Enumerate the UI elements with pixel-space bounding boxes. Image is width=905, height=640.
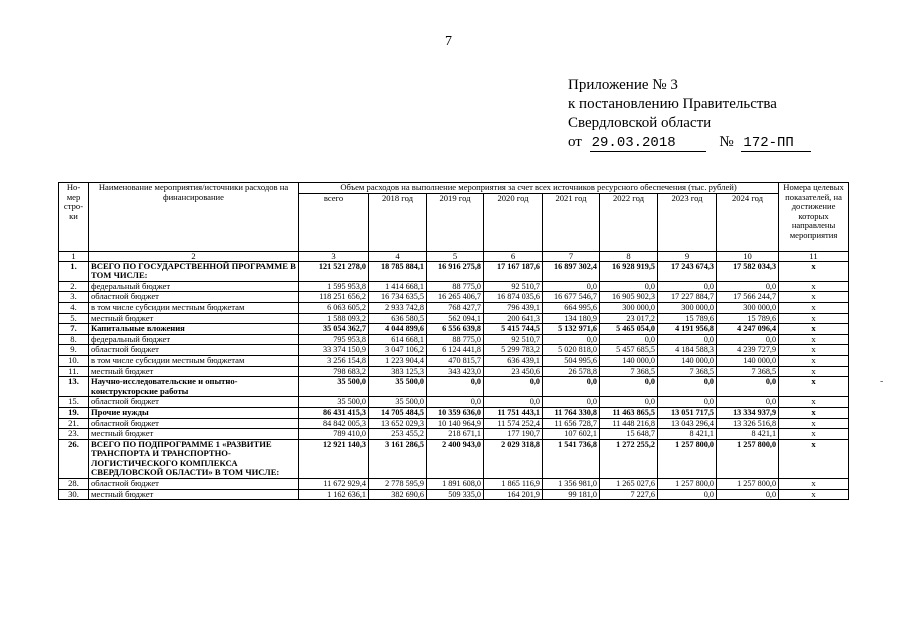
year-value-cell: 10 359 636,0 — [427, 407, 484, 418]
year-value-cell: 0,0 — [600, 377, 658, 397]
year-value-cell: 7 368,5 — [600, 366, 658, 377]
target-indicator-cell: x — [779, 355, 849, 366]
year-value-cell: 14 705 484,5 — [369, 407, 427, 418]
row-number-cell: 21. — [59, 418, 89, 429]
column-index-row — [59, 251, 849, 261]
row-number-cell: 4. — [59, 302, 89, 313]
item-name-cell: федеральный бюджет — [89, 281, 299, 292]
table-row — [59, 366, 849, 377]
annex-line-2: к постановлению Правительства — [568, 96, 777, 112]
year-value-cell: 4 044 899,6 — [369, 324, 427, 335]
year-value-cell: 13 051 717,5 — [658, 407, 717, 418]
year-value-cell: 1 257 800,0 — [658, 439, 717, 478]
table-row — [59, 313, 849, 324]
year-value-cell: 164 201,9 — [484, 489, 543, 500]
year-value-cell: 4 239 727,9 — [717, 345, 779, 356]
year-value-cell: 1 356 981,0 — [543, 479, 600, 490]
year-value-cell: 383 125,3 — [369, 366, 427, 377]
year-value-cell: 17 566 244,7 — [717, 292, 779, 303]
row-number-cell: 3. — [59, 292, 89, 303]
target-indicator-cell: x — [779, 313, 849, 324]
year-value-cell: 35 500,0 — [369, 377, 427, 397]
total-cell: 798 683,2 — [299, 366, 369, 377]
table-row — [59, 292, 849, 303]
year-value-cell: 0,0 — [427, 377, 484, 397]
year-value-cell: 200 641,3 — [484, 313, 543, 324]
year-value-cell: 7 227,6 — [600, 489, 658, 500]
year-value-cell: 0,0 — [717, 334, 779, 345]
year-value-cell: 0,0 — [543, 334, 600, 345]
item-name-cell: в том числе субсидии местным бюджетам — [89, 302, 299, 313]
year-value-cell: 16 928 919,5 — [600, 261, 658, 281]
total-cell: 121 521 278,0 — [299, 261, 369, 281]
target-indicator-cell: x — [779, 418, 849, 429]
year-value-cell: 1 265 027,6 — [600, 479, 658, 490]
year-value-cell: 23 017,2 — [600, 313, 658, 324]
table-row — [59, 429, 849, 440]
item-name-cell: областной бюджет — [89, 345, 299, 356]
item-name-cell: местный бюджет — [89, 313, 299, 324]
year-value-cell: 470 815,7 — [427, 355, 484, 366]
item-name-cell: Научно-исследовательские и опытно-конструкторские работы — [89, 377, 299, 397]
year-value-cell: 614 668,1 — [369, 334, 427, 345]
year-value-cell: 92 510,7 — [484, 281, 543, 292]
decree-date: 29.03.2018 — [590, 135, 706, 152]
year-value-cell: 11 448 216,8 — [600, 418, 658, 429]
item-name-cell: в том числе субсидии местным бюджетам — [89, 355, 299, 366]
table-row — [59, 281, 849, 292]
year-value-cell: 0,0 — [658, 281, 717, 292]
year-value-cell: 664 995,6 — [543, 302, 600, 313]
header-year: 2020 год — [484, 193, 543, 251]
item-name-cell: местный бюджет — [89, 366, 299, 377]
item-name-cell: Прочие нужды — [89, 407, 299, 418]
year-value-cell: 13 043 296,4 — [658, 418, 717, 429]
column-index: 8 — [600, 251, 658, 261]
target-indicator-cell: x — [779, 407, 849, 418]
year-value-cell: 4 184 588,3 — [658, 345, 717, 356]
year-value-cell: 253 455,2 — [369, 429, 427, 440]
year-value-cell: 218 671,1 — [427, 429, 484, 440]
row-number-cell: 13. — [59, 377, 89, 397]
year-value-cell: 0,0 — [658, 334, 717, 345]
target-indicator-cell: x — [779, 397, 849, 408]
target-indicator-cell: x — [779, 334, 849, 345]
year-value-cell: 16 916 275,8 — [427, 261, 484, 281]
item-name-cell: областной бюджет — [89, 292, 299, 303]
year-value-cell: 17 167 187,6 — [484, 261, 543, 281]
annex-title: Приложение № 3 — [568, 77, 678, 93]
year-value-cell: 300 000,0 — [658, 302, 717, 313]
column-index: 7 — [543, 251, 600, 261]
year-value-cell: 5 132 971,6 — [543, 324, 600, 335]
column-index: 6 — [484, 251, 543, 261]
year-value-cell: 8 421,1 — [658, 429, 717, 440]
row-number-cell: 10. — [59, 355, 89, 366]
header-year: 2023 год — [658, 193, 717, 251]
year-value-cell: 140 000,0 — [658, 355, 717, 366]
column-index: 3 — [299, 251, 369, 261]
year-value-cell: 0,0 — [543, 377, 600, 397]
year-value-cell: 0,0 — [658, 397, 717, 408]
target-indicator-cell: x — [779, 489, 849, 500]
target-indicator-cell: x — [779, 377, 849, 397]
total-cell: 12 921 140,3 — [299, 439, 369, 478]
row-number-cell: 1. — [59, 261, 89, 281]
year-value-cell: 1 257 800,0 — [717, 479, 779, 490]
row-number-cell: 26. — [59, 439, 89, 478]
total-cell: 795 953,8 — [299, 334, 369, 345]
target-indicator-cell: x — [779, 366, 849, 377]
header-name: Наименование мероприятия/источники расходов на финансирование — [89, 183, 299, 252]
year-value-cell: 636 580,5 — [369, 313, 427, 324]
year-value-cell: 0,0 — [717, 489, 779, 500]
year-value-cell: 0,0 — [427, 397, 484, 408]
total-cell: 35 500,0 — [299, 397, 369, 408]
year-value-cell: 4 247 096,4 — [717, 324, 779, 335]
year-value-cell: 17 582 034,3 — [717, 261, 779, 281]
year-value-cell: 16 905 902,3 — [600, 292, 658, 303]
year-value-cell: 16 897 302,4 — [543, 261, 600, 281]
year-value-cell: 1 272 255,2 — [600, 439, 658, 478]
year-value-cell: 10 140 964,9 — [427, 418, 484, 429]
year-value-cell: 8 421,1 — [717, 429, 779, 440]
target-indicator-cell: x — [779, 345, 849, 356]
year-value-cell: 1 541 736,8 — [543, 439, 600, 478]
row-number-cell: 2. — [59, 281, 89, 292]
year-value-cell: 5 457 685,5 — [600, 345, 658, 356]
year-value-cell: 107 602,1 — [543, 429, 600, 440]
year-value-cell: 0,0 — [717, 281, 779, 292]
table-row — [59, 418, 849, 429]
target-indicator-cell: x — [779, 439, 849, 478]
decree-number: 172-ПП — [741, 135, 811, 152]
date-label: от — [568, 134, 582, 150]
year-value-cell: 11 574 252,4 — [484, 418, 543, 429]
header-row-1 — [59, 183, 849, 194]
item-name-cell: местный бюджет — [89, 429, 299, 440]
table-row — [59, 479, 849, 490]
year-value-cell: 0,0 — [717, 397, 779, 408]
target-indicator-cell: x — [779, 292, 849, 303]
target-indicator-cell: x — [779, 479, 849, 490]
year-value-cell: 17 227 884,7 — [658, 292, 717, 303]
column-index: 9 — [658, 251, 717, 261]
total-cell: 33 374 150,9 — [299, 345, 369, 356]
year-value-cell: 17 243 674,3 — [658, 261, 717, 281]
year-value-cell: 88 775,0 — [427, 334, 484, 345]
year-value-cell: 92 510,7 — [484, 334, 543, 345]
table-row — [59, 407, 849, 418]
year-value-cell: 0,0 — [658, 377, 717, 397]
year-value-cell: 13 326 516,8 — [717, 418, 779, 429]
year-value-cell: 11 463 865,5 — [600, 407, 658, 418]
year-value-cell: 6 556 639,8 — [427, 324, 484, 335]
year-value-cell: 88 775,0 — [427, 281, 484, 292]
year-value-cell: 15 789,6 — [658, 313, 717, 324]
year-value-cell: 0,0 — [543, 281, 600, 292]
year-value-cell: 2 933 742,8 — [369, 302, 427, 313]
column-index: 2 — [89, 251, 299, 261]
table-row — [59, 489, 849, 500]
year-value-cell: 177 190,7 — [484, 429, 543, 440]
year-value-cell: 5 415 744,5 — [484, 324, 543, 335]
year-value-cell: 16 734 635,5 — [369, 292, 427, 303]
year-value-cell: 16 677 546,7 — [543, 292, 600, 303]
year-value-cell: 15 648,7 — [600, 429, 658, 440]
total-cell: 1 588 093,2 — [299, 313, 369, 324]
total-cell: 3 256 154,8 — [299, 355, 369, 366]
year-value-cell: 13 334 937,9 — [717, 407, 779, 418]
year-value-cell: 15 789,6 — [717, 313, 779, 324]
year-value-cell: 16 874 035,6 — [484, 292, 543, 303]
year-value-cell: 5 299 783,2 — [484, 345, 543, 356]
year-value-cell: 300 000,0 — [600, 302, 658, 313]
year-value-cell: 0,0 — [484, 377, 543, 397]
year-value-cell: 1 257 800,0 — [658, 479, 717, 490]
target-indicator-cell: x — [779, 429, 849, 440]
year-value-cell: 0,0 — [717, 377, 779, 397]
year-value-cell: 0,0 — [484, 397, 543, 408]
row-number-cell: 15. — [59, 397, 89, 408]
year-value-cell: 16 265 406,7 — [427, 292, 484, 303]
table-row — [59, 324, 849, 335]
year-value-cell: 768 427,7 — [427, 302, 484, 313]
year-value-cell: 0,0 — [600, 397, 658, 408]
total-cell: 789 410,0 — [299, 429, 369, 440]
table-row — [59, 377, 849, 397]
year-value-cell: 509 335,0 — [427, 489, 484, 500]
year-value-cell: 1 223 904,4 — [369, 355, 427, 366]
item-name-cell: ВСЕГО ПО ГОСУДАРСТВЕННОЙ ПРОГРАММЕ В ТОМ ЧИСЛЕ: — [89, 261, 299, 281]
column-index: 4 — [369, 251, 427, 261]
item-name-cell: областной бюджет — [89, 418, 299, 429]
header-year: 2021 год — [543, 193, 600, 251]
table-row — [59, 355, 849, 366]
item-name-cell: местный бюджет — [89, 489, 299, 500]
header-year: 2019 год — [427, 193, 484, 251]
year-value-cell: 2 400 943,0 — [427, 439, 484, 478]
year-value-cell: 636 439,1 — [484, 355, 543, 366]
year-value-cell: 5 465 054,0 — [600, 324, 658, 335]
year-value-cell: 300 000,0 — [717, 302, 779, 313]
item-name-cell: областной бюджет — [89, 397, 299, 408]
budget-table-body — [59, 261, 849, 500]
item-name-cell: федеральный бюджет — [89, 334, 299, 345]
year-value-cell: 6 124 441,8 — [427, 345, 484, 356]
year-value-cell: 11 656 728,7 — [543, 418, 600, 429]
year-value-cell: 35 500,0 — [369, 397, 427, 408]
year-value-cell: 2 029 318,8 — [484, 439, 543, 478]
year-value-cell: 11 764 330,8 — [543, 407, 600, 418]
total-cell: 86 431 415,3 — [299, 407, 369, 418]
year-value-cell: 4 191 956,8 — [658, 324, 717, 335]
row-number-cell: 7. — [59, 324, 89, 335]
header-year: 2018 год — [369, 193, 427, 251]
total-cell: 35 500,0 — [299, 377, 369, 397]
item-name-cell: областной бюджет — [89, 479, 299, 490]
year-value-cell: 7 368,5 — [717, 366, 779, 377]
page-number: 7 — [445, 34, 452, 49]
item-name-cell: ВСЕГО ПО ПОДПРОГРАММЕ 1 «РАЗВИТИЕ ТРАНСПОРТА И ТРАНСПОРТНО-ЛОГИСТИЧЕСКОГО КОМПЛЕКСА СВЕРДЛОВСКОЙ ОБЛАСТИ» В ТОМ ЧИСЛЕ: — [89, 439, 299, 478]
header-row-no: Но-мер стро-ки — [59, 183, 89, 252]
year-value-cell: 5 020 818,0 — [543, 345, 600, 356]
header-year: 2024 год — [717, 193, 779, 251]
header-targets: Номера целевых показателей, на достижение которых направлены мероприятия — [779, 183, 849, 252]
year-value-cell: 26 578,8 — [543, 366, 600, 377]
header-total: всего — [299, 193, 369, 251]
table-row — [59, 261, 849, 281]
year-value-cell: 99 181,0 — [543, 489, 600, 500]
row-number-cell: 9. — [59, 345, 89, 356]
item-name-cell: Капитальные вложения — [89, 324, 299, 335]
total-cell: 35 054 362,7 — [299, 324, 369, 335]
total-cell: 118 251 656,2 — [299, 292, 369, 303]
total-cell: 1 595 953,8 — [299, 281, 369, 292]
year-value-cell: 562 094,1 — [427, 313, 484, 324]
year-value-cell: 1 891 608,0 — [427, 479, 484, 490]
row-number-cell: 19. — [59, 407, 89, 418]
row-number-cell: 5. — [59, 313, 89, 324]
column-index: 1 — [59, 251, 89, 261]
column-index: 10 — [717, 251, 779, 261]
header-year: 2022 год — [600, 193, 658, 251]
row-number-cell: 8. — [59, 334, 89, 345]
year-value-cell: 13 652 029,3 — [369, 418, 427, 429]
year-value-cell: 504 995,6 — [543, 355, 600, 366]
year-value-cell: 23 450,6 — [484, 366, 543, 377]
annex-line-3: Свердловской области — [568, 115, 712, 131]
table-row — [59, 345, 849, 356]
year-value-cell: 1 257 800,0 — [717, 439, 779, 478]
year-value-cell: 796 439,1 — [484, 302, 543, 313]
year-value-cell: 2 778 595,9 — [369, 479, 427, 490]
table-row — [59, 439, 849, 478]
year-value-cell: 140 000,0 — [717, 355, 779, 366]
year-value-cell: 343 423,0 — [427, 366, 484, 377]
table-row — [59, 334, 849, 345]
year-value-cell: 0,0 — [600, 334, 658, 345]
row-number-cell: 28. — [59, 479, 89, 490]
row-number-cell: 30. — [59, 489, 89, 500]
margin-mark: - — [880, 376, 884, 387]
annex-block — [568, 76, 811, 152]
target-indicator-cell: x — [779, 324, 849, 335]
row-number-cell: 23. — [59, 429, 89, 440]
target-indicator-cell: x — [779, 281, 849, 292]
year-value-cell: 3 161 286,5 — [369, 439, 427, 478]
table-row — [59, 397, 849, 408]
total-cell: 84 842 005,3 — [299, 418, 369, 429]
table-row — [59, 302, 849, 313]
column-index: 11 — [779, 251, 849, 261]
budget-table — [58, 182, 849, 500]
row-number-cell: 11. — [59, 366, 89, 377]
target-indicator-cell: x — [779, 261, 849, 281]
total-cell: 1 162 636,1 — [299, 489, 369, 500]
year-value-cell: 18 785 884,1 — [369, 261, 427, 281]
header-volume: Объем расходов на выполнение мероприятия за счет всех источников ресурсного обеспечения (тыс. рублей) — [299, 183, 779, 194]
year-value-cell: 0,0 — [543, 397, 600, 408]
year-value-cell: 3 047 106,2 — [369, 345, 427, 356]
year-value-cell: 134 180,9 — [543, 313, 600, 324]
year-value-cell: 140 000,0 — [600, 355, 658, 366]
total-cell: 6 063 605,2 — [299, 302, 369, 313]
year-value-cell: 7 368,5 — [658, 366, 717, 377]
year-value-cell: 1 865 116,9 — [484, 479, 543, 490]
year-value-cell: 0,0 — [600, 281, 658, 292]
total-cell: 11 672 929,4 — [299, 479, 369, 490]
year-value-cell: 11 751 443,1 — [484, 407, 543, 418]
number-label: № — [719, 134, 734, 150]
year-value-cell: 1 414 668,1 — [369, 281, 427, 292]
year-value-cell: 382 690,6 — [369, 489, 427, 500]
target-indicator-cell: x — [779, 302, 849, 313]
year-value-cell: 0,0 — [658, 489, 717, 500]
column-index: 5 — [427, 251, 484, 261]
annex-signature-row — [568, 133, 811, 152]
